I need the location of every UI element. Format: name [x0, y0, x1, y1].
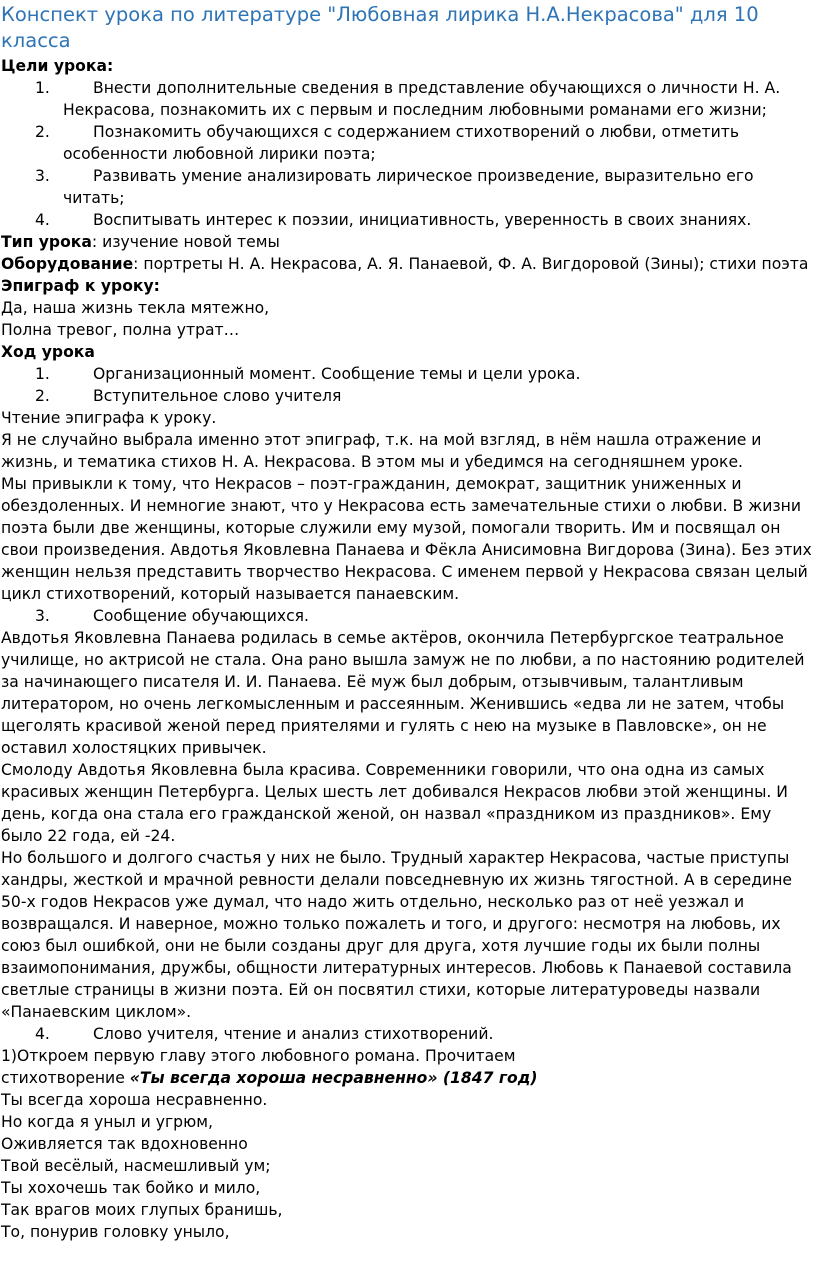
- paragraph: Смолоду Авдотья Яковлевна была красива. Современники говорили, что она одна из самых красивых женщин Петербурга. Целых шесть лет добивался Некрасов любви этой женщины. И день, когда она стала его гражданской женой, он назвал «праздником из праздников». Ему было 22 года, ей -24.: [1, 761, 788, 845]
- list-number: 2.: [35, 123, 50, 141]
- list-text: Организационный момент. Сообщение темы и цели урока.: [93, 365, 581, 383]
- list-item: [1, 363, 816, 385]
- paragraph: Но большого и долгого счастья у них не было. Трудный характер Некрасова, частые приступы хандры, жесткой и мрачной ревности делали повседневную их жизнь тягостной. А в середине 50-х годов Некрасов уже думал, что надо жить отдельно, несколько раз от неё уезжал и возвращался. И наверное, можно только пожалеть и того, и другого: несмотря на любовь, их союз был ошибкой, они не были созданы друг для друга, хотя лучшие годы их были полны взаимопонимания, дружбы, общности литературных интересов. Любовь к Панаевой составила светлые страницы в жизни поэта. Ей он посвятил стихи, которые литературоведы назвали «Панаевским циклом».: [1, 849, 792, 1021]
- epigraph-line: Полна тревог, полна утрат…: [1, 321, 240, 339]
- poem-line: Так врагов моих глупых бранишь,: [1, 1201, 283, 1219]
- lesson-type: [1, 231, 816, 253]
- epigraph-line: Да, наша жизнь текла мятежно,: [1, 299, 270, 317]
- course-heading: Ход урока: [1, 343, 95, 361]
- list-number: 3.: [35, 167, 50, 185]
- list-number: 1.: [35, 365, 50, 383]
- list-text: Развивать умение анализировать лирическое произведение, выразительно его читать;: [63, 167, 754, 207]
- steps-list: [1, 1023, 816, 1045]
- poem-line: Но когда я уныл и угрюм,: [1, 1113, 213, 1131]
- document-title: Конспект урока по литературе "Любовная лирика Н.А.Некрасова" для 10 класса: [1, 3, 759, 52]
- list-text: Сообщение обучающихся.: [93, 607, 309, 625]
- steps-list: [1, 605, 816, 627]
- list-text: Вступительное слово учителя: [93, 387, 342, 405]
- poem-line: То, понурив головку уныло,: [1, 1223, 230, 1241]
- list-item: [1, 121, 816, 165]
- list-number: 3.: [35, 607, 50, 625]
- paragraph: Мы привыкли к тому, что Некрасов – поэт-гражданин, демократ, защитник униженных и обездоленных. И немногие знают, что у Некрасова есть замечательные стихи о любви. В жизни поэта были две женщины, которые служили ему музой, помогали творить. Им и посвящал он свои произведения. Авдотья Яковлевна Панаева и Фёкла Анисимовна Вигдорова (Зина). Без этих женщин нельзя представить творчество Некрасова. С именем первой у Некрасова связан целый цикл стихотворений, который называется панаевским.: [1, 475, 812, 603]
- lesson-type-value: : изучение новой темы: [91, 233, 280, 251]
- list-text: Слово учителя, чтение и анализ стихотворений.: [93, 1025, 494, 1043]
- list-text: Внести дополнительные сведения в представление обучающихся о личности Н. А. Некрасова, познакомить их с первым и последним любовными романами его жизни;: [63, 79, 781, 119]
- poem-line: Твой весёлый, насмешливый ум;: [1, 1157, 271, 1175]
- steps-list: [1, 363, 816, 407]
- list-item: [1, 385, 816, 407]
- list-text: Воспитывать интерес к поэзии, инициативность, уверенность в своих знаниях.: [93, 211, 752, 229]
- list-number: 2.: [35, 387, 50, 405]
- list-item: [1, 605, 816, 627]
- poem-line: Ты хохочешь так бойко и мило,: [1, 1179, 261, 1197]
- epigraph-heading: Эпиграф к уроку:: [1, 277, 160, 295]
- list-text: Познакомить обучающихся с содержанием стихотворений о любви, отметить особенности любовной лирики поэта;: [63, 123, 740, 163]
- poem-title: «Ты всегда хороша несравненно» (1847 год): [129, 1069, 538, 1087]
- list-item: [1, 165, 816, 209]
- paragraph: Чтение эпиграфа к уроку.: [1, 409, 217, 427]
- list-item: [1, 77, 816, 121]
- list-item: [1, 1023, 816, 1045]
- list-number: 4.: [35, 1025, 50, 1043]
- poem-line: Оживляется так вдохновенно: [1, 1135, 248, 1153]
- equipment-label: Оборудование: [1, 255, 134, 273]
- reading-intro: 1)Откроем первую главу этого любовного романа. Прочитаем: [1, 1047, 516, 1065]
- lesson-type-label: Тип урока: [1, 233, 92, 251]
- list-number: 4.: [35, 211, 50, 229]
- goals-heading: Цели урока:: [1, 57, 114, 75]
- paragraph: Авдотья Яковлевна Панаева родилась в семье актёров, окончила Петербургское театральное училище, но актрисой не стала. Она рано вышла замуж не по любви, а по настоянию родителей за начинающего писателя И. И. Панаева. Её муж был добрым, отзывчивым, талантливым литератором, но очень легкомысленным и рассеянным. Женившись «едва ли не затем, чтобы щеголять красивой женой перед приятелями и гулять с нею на музыке в Павловске», он не оставил холостяцких привычек.: [1, 629, 805, 757]
- reading-intro-prefix: стихотворение: [1, 1069, 130, 1087]
- poem-line: Ты всегда хороша несравненно.: [1, 1091, 268, 1109]
- reading-intro-poem: [1, 1067, 816, 1089]
- equipment-value: : портреты Н. А. Некрасова, А. Я. Панаевой, Ф. А. Вигдоровой (Зины); стихи поэта: [133, 255, 809, 273]
- list-item: [1, 209, 816, 231]
- paragraph: Я не случайно выбрала именно этот эпиграф, т.к. на мой взгляд, в нём нашла отражение и жизнь, и тематика стихов Н. А. Некрасова. В этом мы и убедимся на сегодняшнем уроке.: [1, 431, 762, 471]
- list-number: 1.: [35, 79, 50, 97]
- equipment: [1, 253, 816, 275]
- goals-list: [1, 77, 816, 231]
